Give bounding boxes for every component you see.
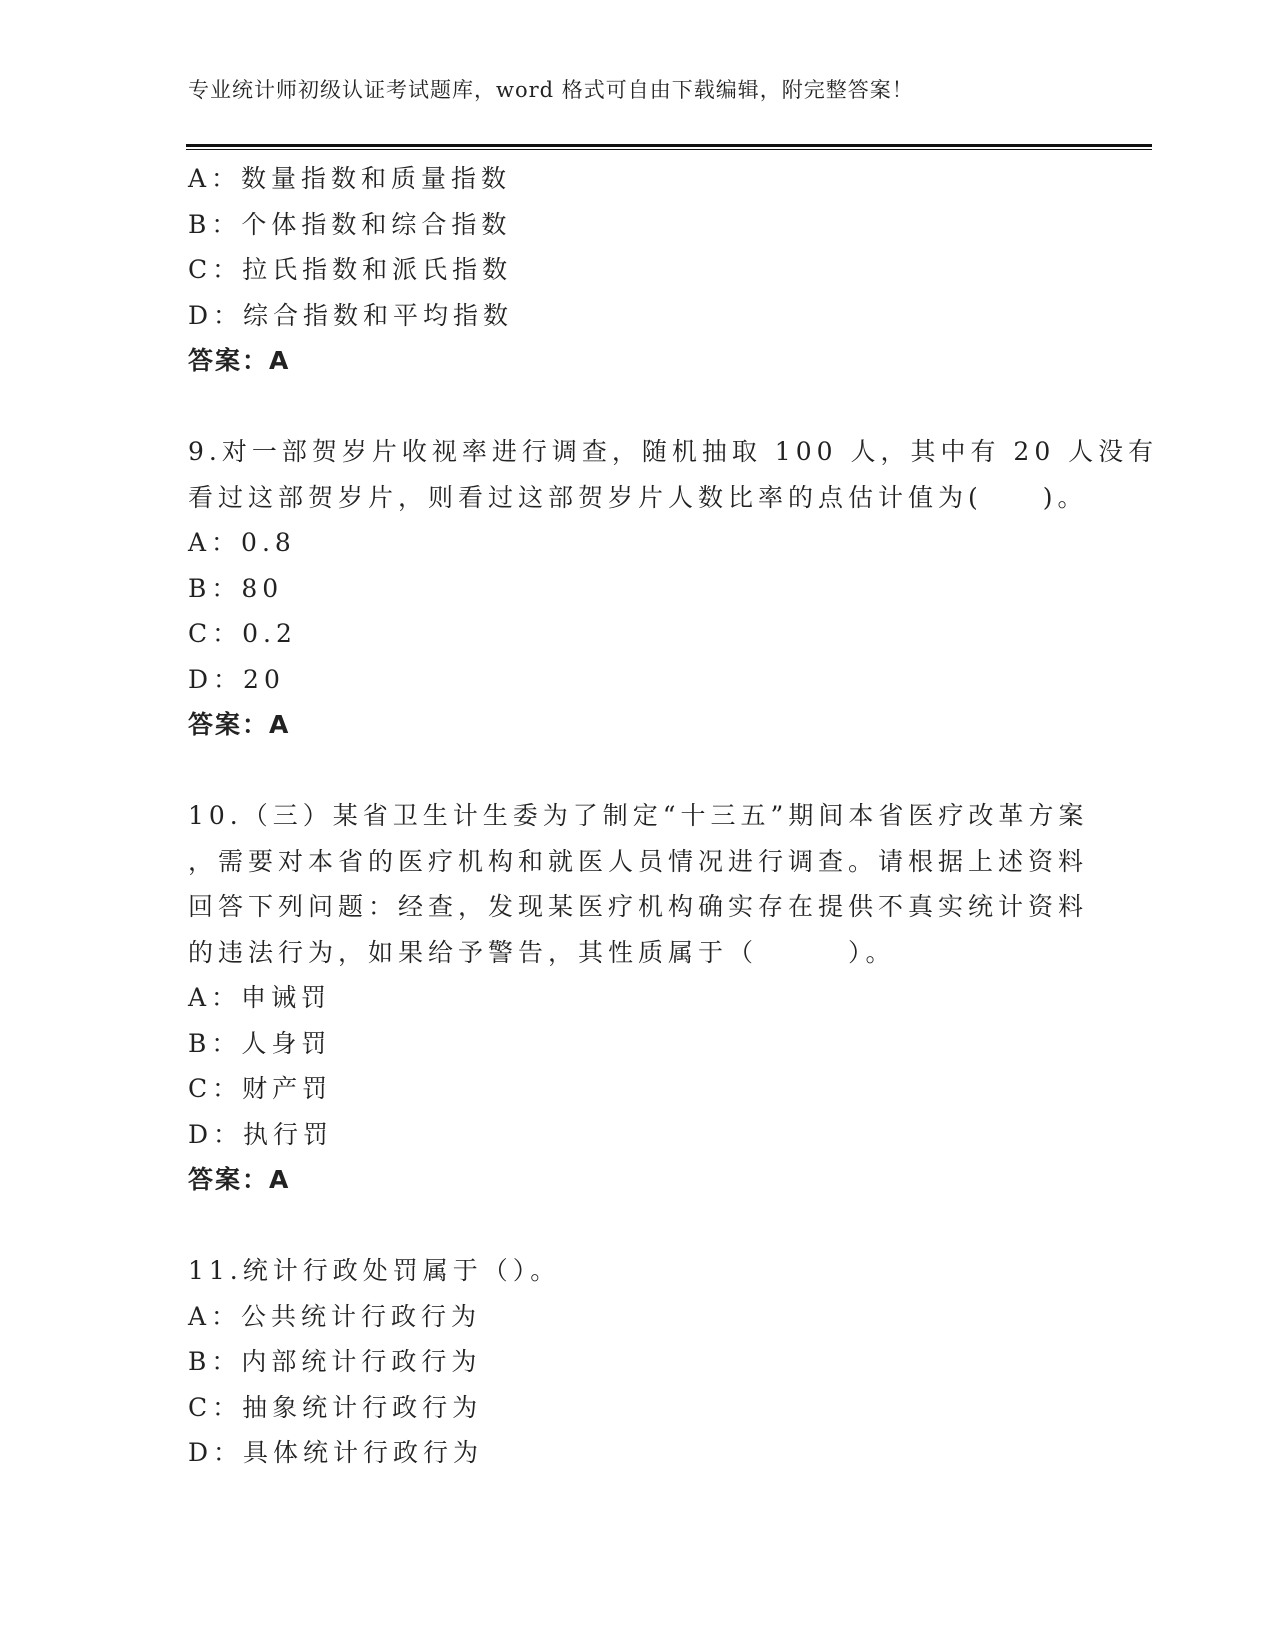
spacer [188,748,1088,794]
q11-option-b: B：内部统计行政行为 [188,1347,482,1376]
q9-option-a: A：0.8 [188,528,296,557]
q9-option-b: B：80 [188,573,284,603]
q11-option-a: A：公共统计行政行为 [188,1301,482,1331]
question-10 [188,793,1088,1203]
q10-option-d: D：执行罚 [188,1119,334,1149]
q11-stem-line-1: 11.统计行政处罚属于（）。 [188,1256,561,1285]
q9-option-d: D：20 [188,664,285,694]
q8-option-c: C：拉氏指数和派氏指数 [188,255,513,284]
q11-option-d: D：具体统计行政行为 [188,1438,484,1467]
q10-option-c: C：财产罚 [188,1074,333,1103]
q10-answer: 答案：A [188,1165,291,1194]
q8-option-d: D：综合指数和平均指数 [188,300,514,330]
q10-option-b: B：人身罚 [188,1028,332,1058]
question-8 [188,156,1088,384]
q10-stem-line-4: 的违法行为，如果给予警告，其性质属于（ ）。 [188,937,896,967]
spacer [188,1203,1088,1249]
header-rule-thin [186,149,1152,150]
q9-stem-line-1: 9.对一部贺岁片收视率进行调查，随机抽取 100 人，其中有 20 人没有 [188,437,1159,466]
q10-option-a: A：申诫罚 [188,983,332,1012]
q9-option-c: C：0.2 [188,619,297,648]
question-9 [188,429,1159,748]
header-rule-thick [186,144,1152,147]
q10-stem-line-2: ，需要对本省的医疗机构和就医人员情况进行调查。请根据上述资料 [188,846,1089,876]
q9-stem-line-2: 看过这部贺岁片，则看过这部贺岁片人数比率的点估计值为( )。 [188,482,1088,512]
q8-answer: 答案：A [188,346,291,375]
q10-stem-line-3: 回答下列问题：经查，发现某医疗机构确实存在提供不真实统计资料 [188,892,1089,921]
q8-option-a: A：数量指数和质量指数 [188,164,512,193]
question-list [188,156,1159,1476]
spacer [188,384,1088,430]
q10-stem-line-1: 10.（三）某省卫生计生委为了制定“十三五”期间本省医疗改革方案 [188,801,1089,830]
question-11 [188,1248,1088,1476]
q9-answer: 答案：A [188,710,291,739]
page-header: 专业统计师初级认证考试题库，word 格式可自由下载编辑，附完整答案！ [188,78,914,102]
q8-option-b: B：个体指数和综合指数 [188,209,512,239]
q11-option-c: C：抽象统计行政行为 [188,1392,483,1422]
